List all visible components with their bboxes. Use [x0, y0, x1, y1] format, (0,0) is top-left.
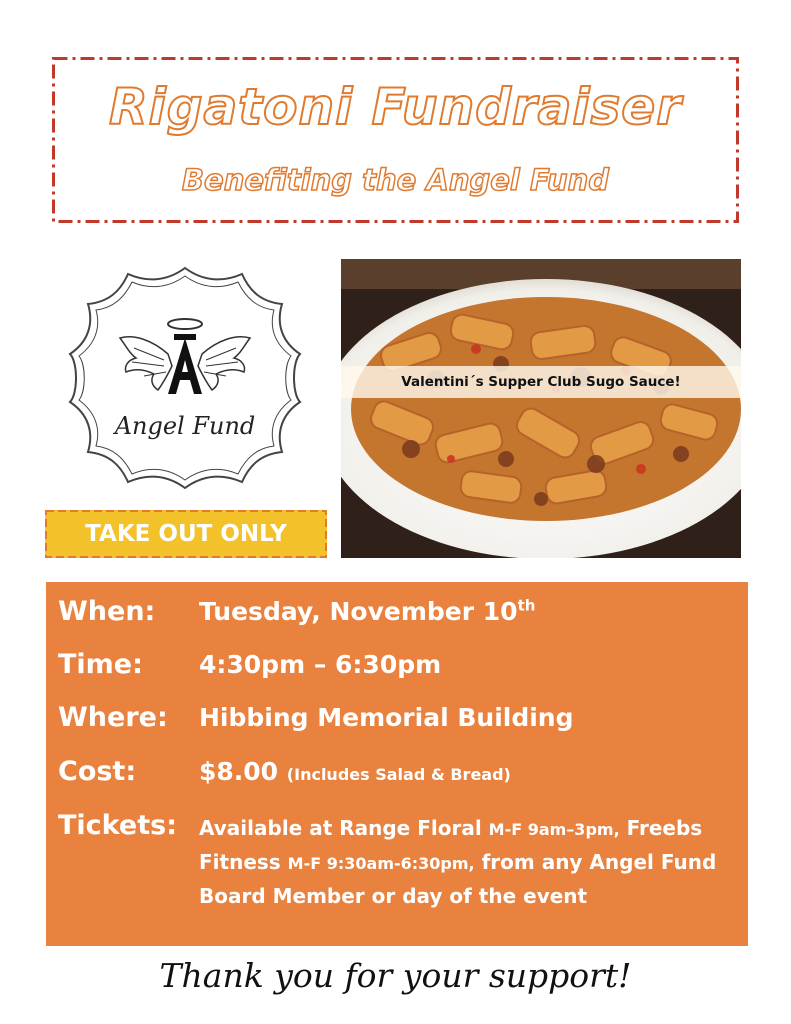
where-value: Hibbing Memorial Building	[199, 703, 574, 732]
photo-caption: Valentini´s Supper Club Sugo Sauce!	[401, 374, 681, 390]
event-subtitle: Benefiting the Angel Fund	[181, 163, 610, 197]
when-suffix: th	[517, 596, 536, 615]
rigatoni-photo	[341, 259, 741, 558]
when-label: When:	[58, 596, 156, 627]
take-out-badge	[45, 510, 327, 558]
cost-label: Cost:	[58, 756, 137, 787]
cost-value: $8.00 (Includes Salad & Bread)	[199, 757, 511, 786]
take-out-label: TAKE OUT ONLY	[85, 521, 287, 547]
photo-caption-bar	[341, 366, 741, 398]
thank-you-message: Thank you for your support!	[159, 956, 632, 995]
angel-fund-logo-text: Angel Fund	[114, 412, 256, 440]
angel-fund-logo	[64, 262, 306, 494]
event-title: Rigatoni Fundraiser	[109, 78, 682, 136]
when-value: Tuesday, November 10th	[199, 596, 536, 626]
where-label: Where:	[58, 702, 168, 733]
time-label: Time:	[58, 649, 143, 680]
tickets-value: Available at Range Floral M-F 9am–3pm, Freebs Fitness M-F 9:30am-6:30pm, from any Angel Fund Board Member or day of the event	[199, 816, 717, 908]
event-details-panel	[46, 582, 748, 946]
cost-note: (Includes Salad & Bread)	[286, 765, 511, 784]
time-value: 4:30pm – 6:30pm	[199, 650, 442, 679]
tickets-label: Tickets:	[58, 810, 177, 841]
